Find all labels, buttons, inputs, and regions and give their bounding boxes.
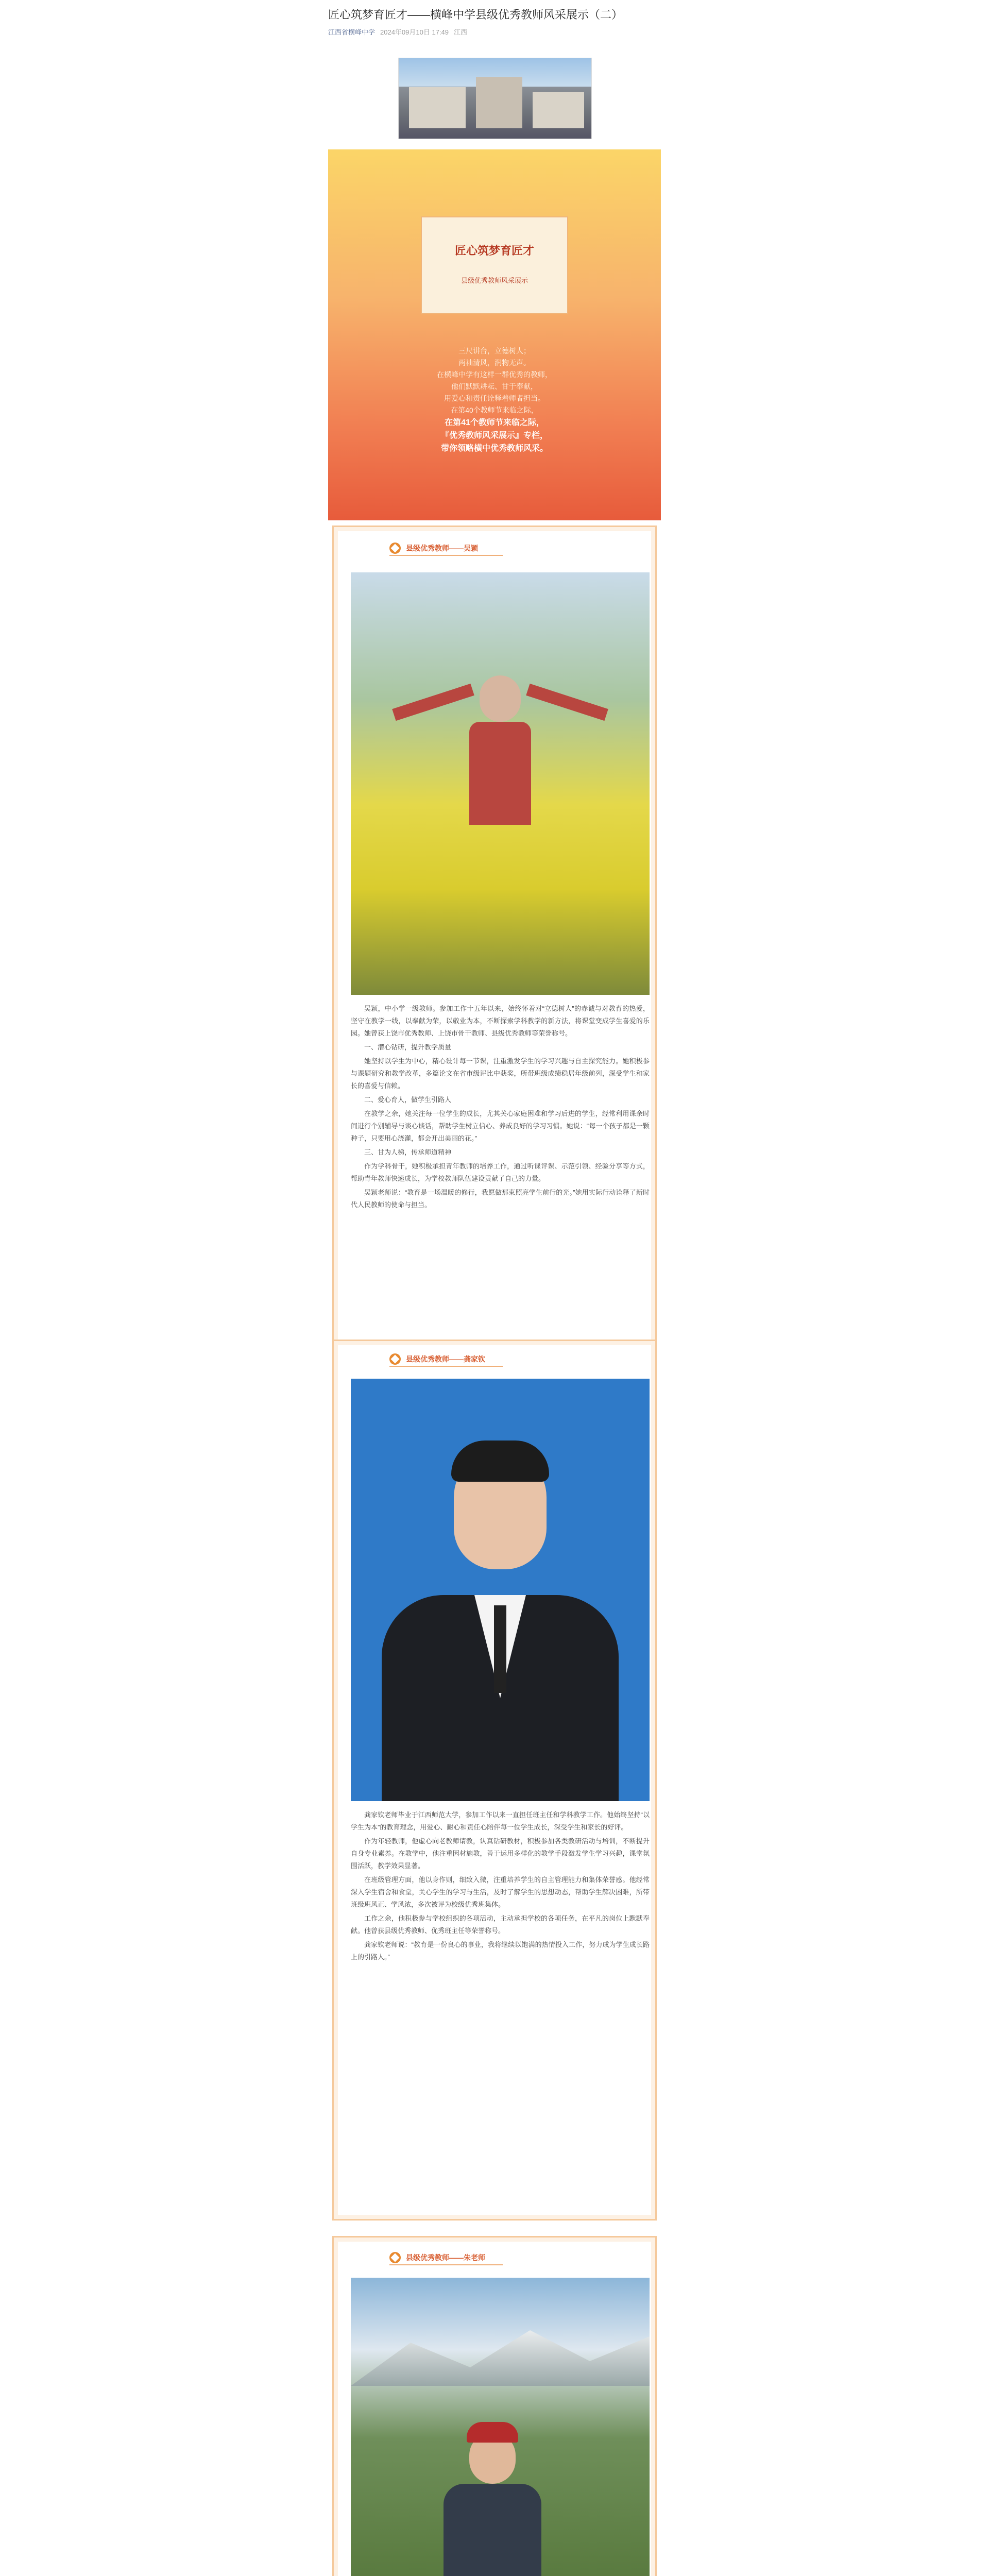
poster-line: 在第41个教师节来临之际， — [445, 418, 544, 427]
location-text: 江西 — [454, 28, 468, 36]
article-title: 匠心筑梦育匠才——横峰中学县级优秀教师风采展示（二） — [328, 8, 623, 21]
teacher-section-2 — [332, 1340, 657, 2221]
flower-icon — [389, 543, 401, 554]
publish-date: 2024年09月10日 17:49 — [380, 28, 449, 36]
poster-banner — [328, 149, 661, 520]
poster-line: 两袖清风，润物无声。 — [458, 359, 531, 367]
section-heading-label: 县级优秀教师——朱老师 — [406, 2253, 485, 2262]
poster-line: 『优秀教师风采展示』专栏， — [440, 431, 548, 440]
poster-line: 用爱心和责任诠释着师者担当。 — [444, 394, 545, 402]
paragraph: 龚家钦老师毕业于江西师范大学，参加工作以来一直担任班主任和学科教学工作。他始终坚持“以学生为本”的教育理念，用爱心、耐心和责任心陪伴每一位学生成长，深受学生和家长的好评。 — [351, 1811, 650, 1831]
poster-line: 在横峰中学有这样一群优秀的教师， — [437, 370, 552, 379]
teacher-section-1 — [332, 526, 657, 1355]
poster-line: 在第40个教师节来临之际， — [451, 406, 538, 414]
teacher-section-3 — [332, 2236, 657, 2576]
teacher-photo-3 — [351, 2278, 650, 2576]
paragraph: 作为学科骨干，她积极承担青年教师的培养工作，通过听课评课、示范引领、经验分享等方式，帮助青年教师快速成长，为学校教师队伍建设贡献了自己的力量。 — [351, 1162, 650, 1182]
poster-lines — [328, 345, 661, 455]
poster-line: 三尺讲台，立德树人； — [458, 347, 531, 355]
paragraph: 工作之余，他积极参与学校组织的各项活动，主动承担学校的各项任务，在平凡的岗位上默默奉献。他曾获县级优秀教师、优秀班主任等荣誉称号。 — [351, 1914, 650, 1935]
paragraph: 在班级管理方面，他以身作则，细致入微，注重培养学生的自主管理能力和集体荣誉感。他经常深入学生宿舍和食堂，关心学生的学习与生活，及时了解学生的思想动态，帮助学生解决困难，所带班级班风正、学风浓，多次被评为校级优秀班集体。 — [351, 1876, 650, 1908]
paragraph: 在教学之余，她关注每一位学生的成长，尤其关心家庭困难和学习后进的学生，经常利用课余时间进行个别辅导与谈心谈话，帮助学生树立信心、养成良好的学习习惯。她说：“每一个孩子都是一颗种子，只要用心浇灌，都会开出美丽的花。” — [351, 1110, 650, 1142]
section-heading — [389, 540, 478, 556]
section-heading-label: 县级优秀教师——龚家钦 — [406, 1355, 485, 1363]
paragraph: 作为年轻教师，他虚心向老教师请教，认真钻研教材，积极参加各类教研活动与培训，不断提升自身专业素养。在教学中，他注重因材施教，善于运用多样化的教学手段激发学生学习兴趣，课堂氛围活跃，教学效果显著。 — [351, 1837, 650, 1870]
poster-title-box — [421, 216, 568, 314]
paragraph: 二、爱心育人，做学生引路人 — [364, 1096, 452, 1104]
section-heading — [389, 1351, 485, 1367]
flower-icon — [389, 1353, 401, 1365]
paragraph: 一、潜心钻研，提升教学质量 — [364, 1043, 452, 1051]
account-link[interactable]: 江西省横峰中学 — [328, 28, 376, 36]
poster-line: 他们默默耕耘、甘于奉献， — [451, 382, 538, 391]
poster-title: 匠心筑梦育匠才 — [454, 244, 534, 257]
paragraph: 吴颖，中小学一级教师。参加工作十五年以来，始终怀着对“立德树人”的赤诚与对教育的热爱，坚守在教学一线，以奉献为荣，以敬业为本，不断探索学科教学的新方法，将课堂变成学生喜爱的乐园。她曾获上饶市优秀教师、上饶市骨干教师、县级优秀教师等荣誉称号。 — [351, 1005, 650, 1037]
cover-image — [398, 58, 592, 139]
poster-line: 带你领略横中优秀教师风采。 — [440, 444, 548, 453]
paragraph: 她坚持以学生为中心，精心设计每一节课，注重激发学生的学习兴趣与自主探究能力。她积极参与课题研究和教学改革，多篇论文在省市级评比中获奖，所带班级成绩稳居年级前列，深受学生和家长的喜爱与信赖。 — [351, 1057, 650, 1090]
flower-icon — [389, 2252, 401, 2263]
poster-subtitle: 县级优秀教师风采展示 — [461, 277, 528, 284]
section-text — [351, 1809, 650, 1965]
section-heading — [389, 2250, 485, 2265]
teacher-photo-2 — [351, 1379, 650, 1801]
article-meta — [328, 27, 467, 37]
section-heading-label: 县级优秀教师——吴颖 — [406, 544, 478, 552]
paragraph: 龚家钦老师说：“教育是一份良心的事业，我将继续以饱满的热情投入工作，努力成为学生成长路上的引路人。” — [351, 1941, 650, 1961]
teacher-photo-1 — [351, 572, 650, 995]
paragraph: 吴颖老师说：“教育是一场温暖的修行，我愿做那束照亮学生前行的光。”她用实际行动诠释了新时代人民教师的使命与担当。 — [351, 1189, 650, 1209]
paragraph: 三、甘为人梯，传承师道精神 — [364, 1148, 452, 1156]
section-text — [351, 1003, 650, 1213]
